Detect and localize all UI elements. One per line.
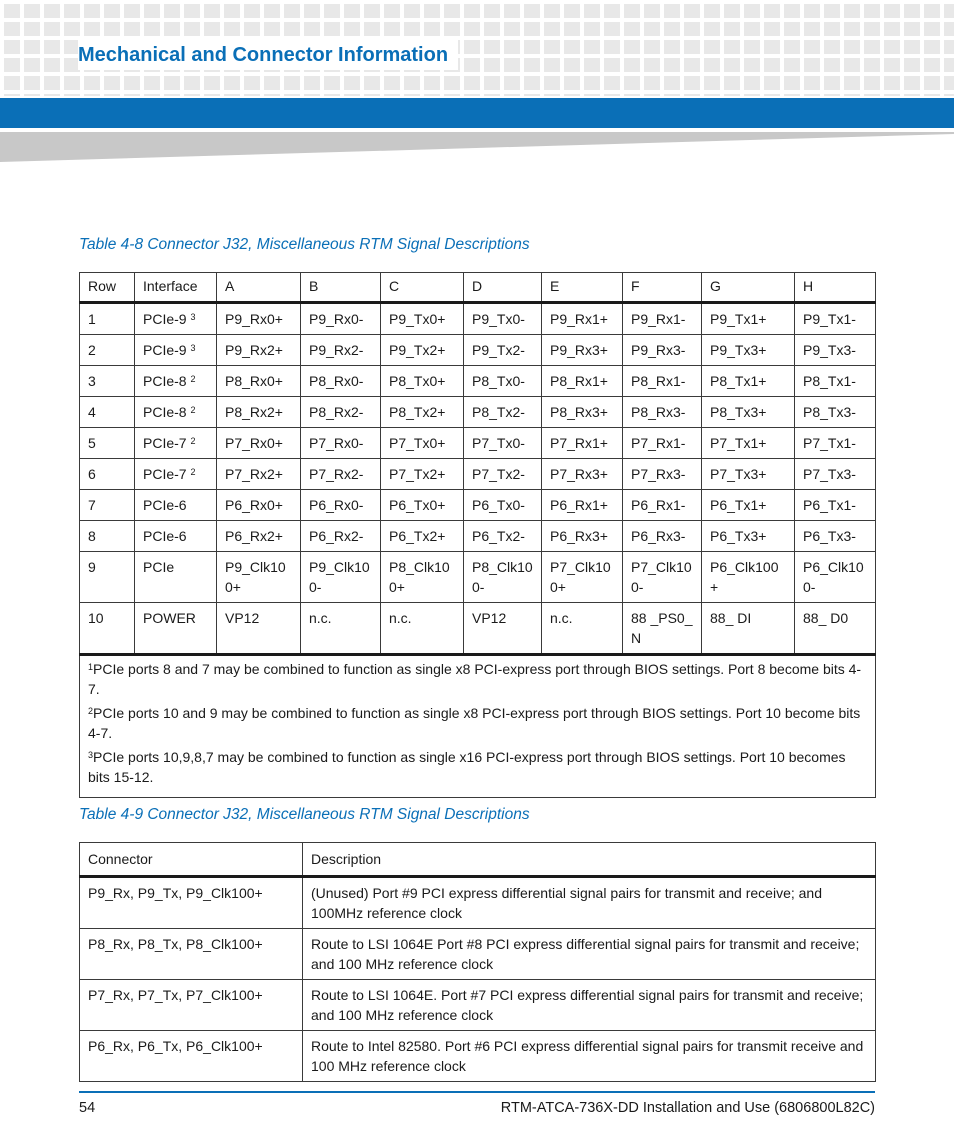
- signal-cell: 88_ DI: [702, 603, 795, 655]
- table-row: [80, 877, 876, 929]
- description-cell: (Unused) Port #9 PCI express differential signal pairs for transmit and receive; and 100MHz reference clock: [303, 877, 876, 929]
- footnote-text: PCIe ports 10 and 9 may be combined to function as single x8 PCI-express port through BIOS settings. Port 10 become bits 4-7.: [88, 705, 861, 741]
- signal-cell: P9_Clk100-: [301, 552, 381, 603]
- signal-cell: P9_Tx3+: [702, 335, 795, 366]
- signal-cell: P9_Tx3-: [795, 335, 876, 366]
- signal-cell: P8_Clk100+: [381, 552, 464, 603]
- footnote-number: 1: [88, 662, 94, 672]
- signal-cell: P8_Rx3-: [623, 397, 702, 428]
- page-number: 54: [79, 1100, 96, 1116]
- footnote-ref: 3: [190, 312, 196, 322]
- signal-cell: P7_Tx2+: [381, 459, 464, 490]
- table-row: [80, 490, 876, 521]
- interface-cell: [135, 603, 217, 655]
- interface-cell: [135, 303, 217, 335]
- row-number-cell: 4: [80, 397, 135, 428]
- interface-label: PCIe-9: [143, 311, 187, 327]
- footnote-ref: 2: [190, 374, 196, 384]
- signal-cell: P7_Rx0-: [301, 428, 381, 459]
- interface-cell: [135, 459, 217, 490]
- column-header: B: [301, 273, 381, 303]
- signal-cell: P8_Tx1+: [702, 366, 795, 397]
- signal-cell: P6_Rx1-: [623, 490, 702, 521]
- signal-cell: P6_Tx1+: [702, 490, 795, 521]
- row-number-cell: 3: [80, 366, 135, 397]
- signal-cell: P7_Rx3-: [623, 459, 702, 490]
- column-header: G: [702, 273, 795, 303]
- signal-cell: P7_Clk100-: [623, 552, 702, 603]
- interface-cell: [135, 397, 217, 428]
- document-title: RTM-ATCA-736X-DD Installation and Use (6806800L82C): [500, 1100, 875, 1116]
- signal-cell: P9_Rx3-: [623, 335, 702, 366]
- signal-cell: P7_Tx1+: [702, 428, 795, 459]
- footnote-ref: 3: [190, 343, 196, 353]
- page-title: Mechanical and Connector Information: [78, 40, 458, 70]
- signal-cell: P8_Tx0-: [464, 366, 542, 397]
- signal-cell: P7_Rx3+: [542, 459, 623, 490]
- signal-cell: VP12: [464, 603, 542, 655]
- column-header: C: [381, 273, 464, 303]
- signal-cell: P6_Rx2+: [217, 521, 301, 552]
- signal-cell: P6_Tx3+: [702, 521, 795, 552]
- interface-cell: [135, 335, 217, 366]
- row-number-cell: 2: [80, 335, 135, 366]
- signal-cell: n.c.: [542, 603, 623, 655]
- column-header: Description: [303, 843, 876, 877]
- signal-cell: P8_Tx3-: [795, 397, 876, 428]
- signal-cell: P6_Tx1-: [795, 490, 876, 521]
- signal-cell: n.c.: [381, 603, 464, 655]
- table-header-row: [80, 273, 876, 303]
- signal-cell: P9_Rx3+: [542, 335, 623, 366]
- signal-table: [79, 272, 876, 798]
- table-row: [80, 335, 876, 366]
- signal-cell: P7_Rx2+: [217, 459, 301, 490]
- signal-cell: VP12: [217, 603, 301, 655]
- row-number-cell: 10: [80, 603, 135, 655]
- footnotes-cell: [80, 655, 876, 798]
- signal-cell: P9_Tx1+: [702, 303, 795, 335]
- signal-cell: P8_Tx2+: [381, 397, 464, 428]
- signal-cell: P7_Tx1-: [795, 428, 876, 459]
- column-header: Row: [80, 273, 135, 303]
- table-row: [80, 366, 876, 397]
- signal-cell: P8_Clk100-: [464, 552, 542, 603]
- connector-cell: P6_Rx, P6_Tx, P6_Clk100+: [80, 1031, 303, 1082]
- header-gray-wedge: [0, 128, 954, 164]
- signal-cell: 88 _PS0_N: [623, 603, 702, 655]
- signal-cell: P8_Rx1-: [623, 366, 702, 397]
- signal-cell: P6_Rx0+: [217, 490, 301, 521]
- signal-cell: P7_Tx3-: [795, 459, 876, 490]
- signal-cell: P6_Rx1+: [542, 490, 623, 521]
- table-row: [80, 552, 876, 603]
- signal-cell: P7_Tx3+: [702, 459, 795, 490]
- header-blue-bar: [0, 98, 954, 128]
- signal-cell: P6_Clk100-: [795, 552, 876, 603]
- signal-cell: P6_Rx0-: [301, 490, 381, 521]
- table-row: [80, 929, 876, 980]
- interface-label: POWER: [143, 610, 196, 626]
- table-row: [80, 397, 876, 428]
- interface-cell: [135, 366, 217, 397]
- footnote-ref: 2: [190, 405, 196, 415]
- footer-rule: [79, 1091, 875, 1093]
- signal-cell: P9_Tx0+: [381, 303, 464, 335]
- signal-cell: P8_Rx0+: [217, 366, 301, 397]
- column-header: H: [795, 273, 876, 303]
- row-number-cell: 6: [80, 459, 135, 490]
- signal-cell: P9_Clk100+: [217, 552, 301, 603]
- footnote-number: 3: [88, 750, 94, 760]
- table-row: [80, 1031, 876, 1082]
- footnote-ref: 2: [190, 467, 196, 477]
- interface-label: PCIe-9: [143, 342, 187, 358]
- connector-cell: P7_Rx, P7_Tx, P7_Clk100+: [80, 980, 303, 1031]
- signal-cell: P6_Tx3-: [795, 521, 876, 552]
- column-header: F: [623, 273, 702, 303]
- signal-cell: P9_Tx2-: [464, 335, 542, 366]
- interface-cell: [135, 428, 217, 459]
- footnote-number: 2: [88, 706, 94, 716]
- interface-cell: [135, 521, 217, 552]
- signal-cell: P6_Clk100+: [702, 552, 795, 603]
- signal-cell: P9_Rx0+: [217, 303, 301, 335]
- column-header: E: [542, 273, 623, 303]
- table-caption: Table 4-9 Connector J32, Miscellaneous RTM Signal Descriptions: [79, 806, 530, 823]
- signal-cell: P6_Rx3+: [542, 521, 623, 552]
- connector-description-table: [79, 842, 876, 1082]
- footnote: [88, 747, 867, 787]
- row-number-cell: 1: [80, 303, 135, 335]
- interface-cell: [135, 552, 217, 603]
- footnote-text: PCIe ports 10,9,8,7 may be combined to function as single x16 PCI-express port through BIOS settings. Port 10 becomes bits 15-12.: [88, 749, 846, 785]
- interface-cell: [135, 490, 217, 521]
- table-row: [80, 980, 876, 1031]
- footnote-ref: 2: [190, 436, 196, 446]
- description-cell: Route to Intel 82580. Port #6 PCI express differential signal pairs for transmit receive and 100 MHz reference clock: [303, 1031, 876, 1082]
- row-number-cell: 9: [80, 552, 135, 603]
- connector-cell: P9_Rx, P9_Tx, P9_Clk100+: [80, 877, 303, 929]
- signal-cell: P8_Tx1-: [795, 366, 876, 397]
- table-caption: Table 4-8 Connector J32, Miscellaneous RTM Signal Descriptions: [79, 236, 530, 253]
- signal-cell: P6_Tx2+: [381, 521, 464, 552]
- signal-cell: P8_Tx2-: [464, 397, 542, 428]
- row-number-cell: 8: [80, 521, 135, 552]
- interface-label: PCIe-8: [143, 373, 187, 389]
- signal-cell: P8_Rx1+: [542, 366, 623, 397]
- signal-cell: P8_Rx0-: [301, 366, 381, 397]
- column-header: D: [464, 273, 542, 303]
- connector-cell: P8_Rx, P8_Tx, P8_Clk100+: [80, 929, 303, 980]
- interface-label: PCIe: [143, 559, 175, 575]
- row-number-cell: 5: [80, 428, 135, 459]
- table-row: [80, 428, 876, 459]
- signal-cell: P9_Rx2+: [217, 335, 301, 366]
- table-row: [80, 603, 876, 655]
- table-row: [80, 303, 876, 335]
- signal-cell: P6_Tx0-: [464, 490, 542, 521]
- signal-cell: P8_Rx2-: [301, 397, 381, 428]
- row-number-cell: 7: [80, 490, 135, 521]
- signal-cell: P6_Rx2-: [301, 521, 381, 552]
- interface-label: PCIe-7: [143, 435, 187, 451]
- footnote: [88, 659, 867, 699]
- signal-cell: P7_Rx1+: [542, 428, 623, 459]
- signal-cell: P7_Clk100+: [542, 552, 623, 603]
- column-header: Interface: [135, 273, 217, 303]
- signal-cell: P8_Tx3+: [702, 397, 795, 428]
- signal-cell: P7_Rx1-: [623, 428, 702, 459]
- column-header: A: [217, 273, 301, 303]
- signal-cell: P9_Tx1-: [795, 303, 876, 335]
- signal-cell: P7_Tx0-: [464, 428, 542, 459]
- interface-label: PCIe-6: [143, 528, 187, 544]
- signal-cell: P8_Rx2+: [217, 397, 301, 428]
- signal-cell: n.c.: [301, 603, 381, 655]
- signal-cell: P6_Tx0+: [381, 490, 464, 521]
- interface-label: PCIe-6: [143, 497, 187, 513]
- signal-cell: P9_Rx2-: [301, 335, 381, 366]
- interface-label: PCIe-8: [143, 404, 187, 420]
- table-header-row: [80, 843, 876, 877]
- column-header: Connector: [80, 843, 303, 877]
- signal-cell: P7_Tx0+: [381, 428, 464, 459]
- table-row: [80, 521, 876, 552]
- interface-label: PCIe-7: [143, 466, 187, 482]
- signal-cell: P8_Rx3+: [542, 397, 623, 428]
- signal-cell: P9_Rx1-: [623, 303, 702, 335]
- signal-cell: P9_Tx0-: [464, 303, 542, 335]
- signal-cell: 88_ D0: [795, 603, 876, 655]
- signal-cell: P9_Tx2+: [381, 335, 464, 366]
- description-cell: Route to LSI 1064E. Port #7 PCI express differential signal pairs for transmit and receive; and 100 MHz reference clock: [303, 980, 876, 1031]
- signal-cell: P6_Rx3-: [623, 521, 702, 552]
- footnote: [88, 703, 867, 743]
- signal-cell: P9_Rx0-: [301, 303, 381, 335]
- signal-cell: P7_Tx2-: [464, 459, 542, 490]
- table-row: [80, 459, 876, 490]
- signal-cell: P8_Tx0+: [381, 366, 464, 397]
- description-cell: Route to LSI 1064E Port #8 PCI express differential signal pairs for transmit and receive; and 100 MHz reference clock: [303, 929, 876, 980]
- footnote-text: PCIe ports 8 and 7 may be combined to function as single x8 PCI-express port through BIOS settings. Port 8 become bits 4-7.: [88, 661, 862, 697]
- signal-cell: P6_Tx2-: [464, 521, 542, 552]
- footnotes-row: [80, 655, 876, 798]
- signal-cell: P7_Rx0+: [217, 428, 301, 459]
- signal-cell: P9_Rx1+: [542, 303, 623, 335]
- signal-cell: P7_Rx2-: [301, 459, 381, 490]
